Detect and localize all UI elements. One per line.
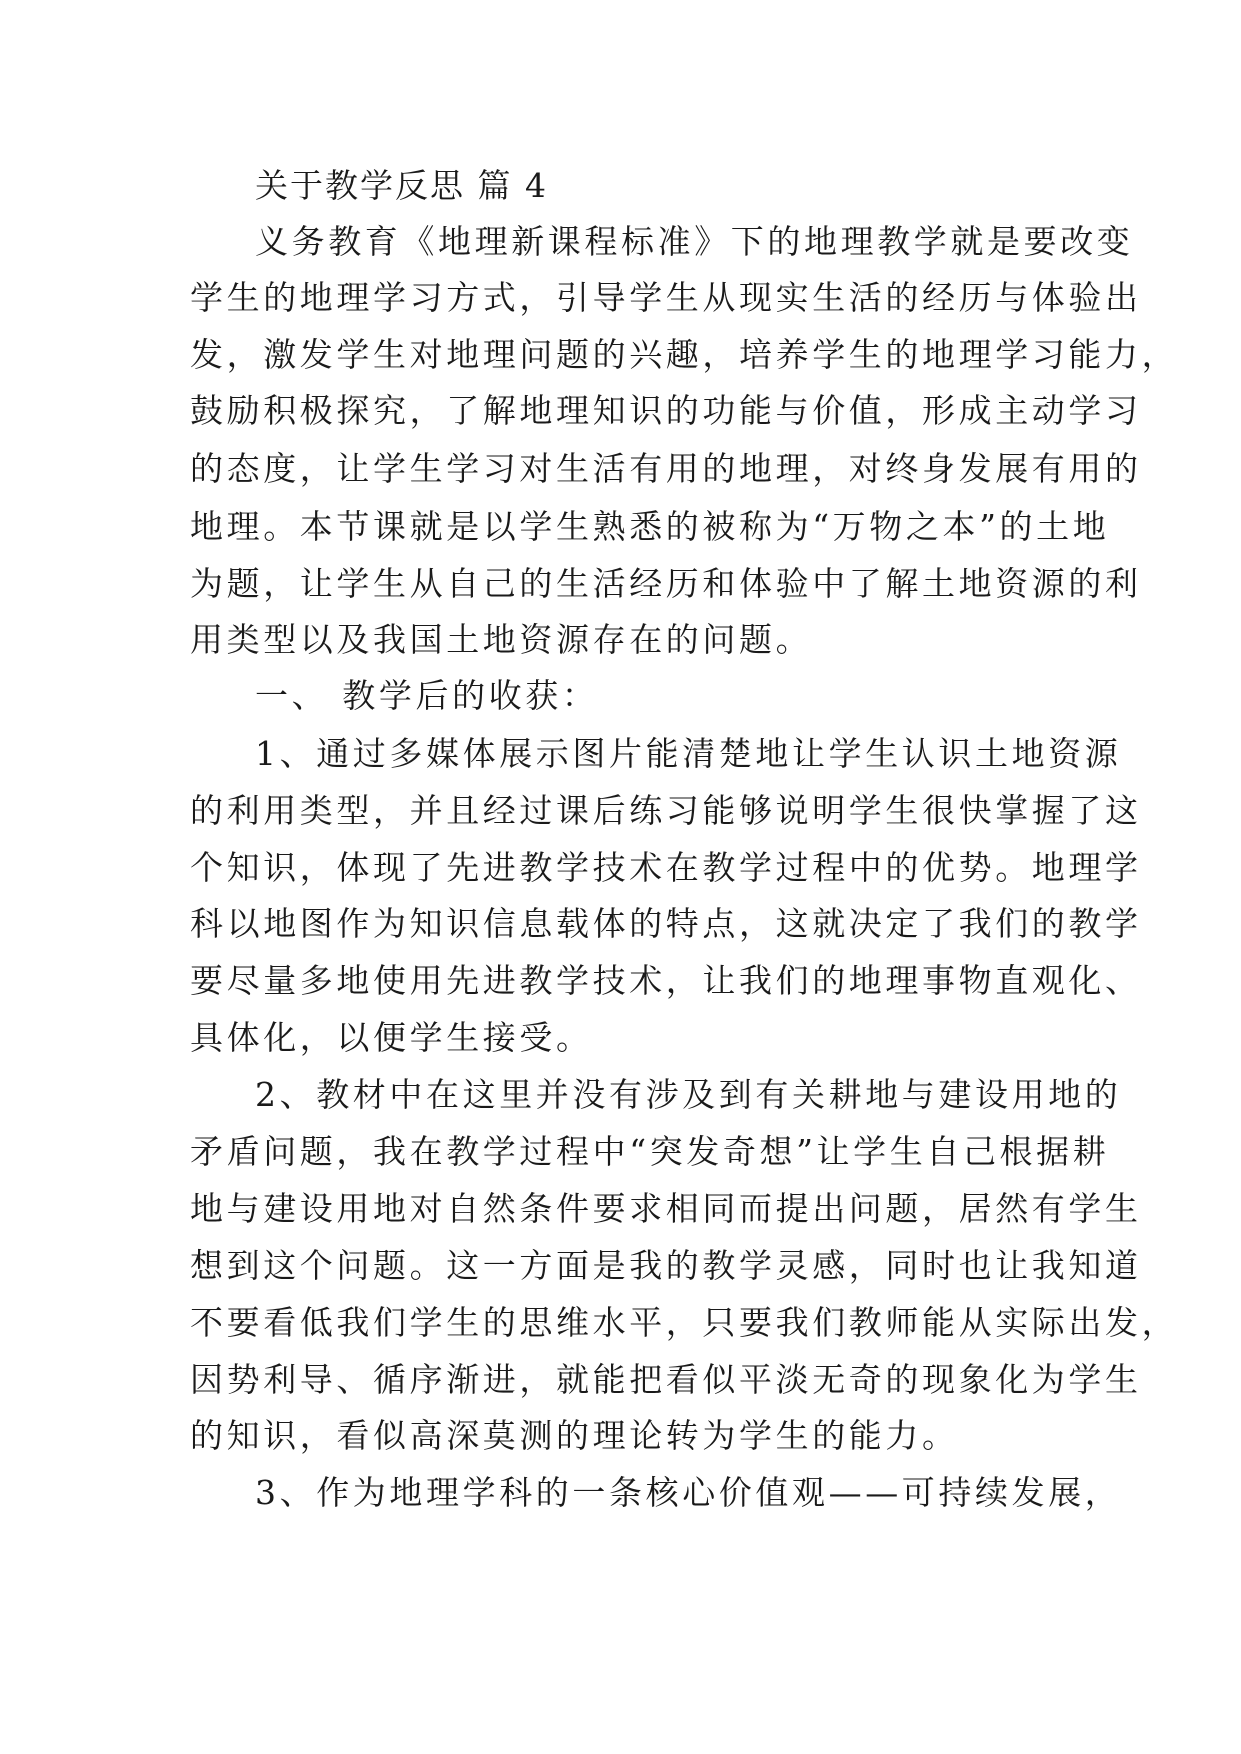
- text-line: 3、作为地理学科的一条核心价值观——可持续发展，: [255, 1473, 1122, 1512]
- text-line: 为题，让学生从自己的生活经历和体验中了解土地资源的利: [190, 564, 1142, 603]
- text-line: 地与建设用地对自然条件要求相同而提出问题，居然有学生: [190, 1189, 1142, 1228]
- text-line: 用类型以及我国土地资源存在的问题。: [190, 620, 813, 659]
- section-heading: 一、 教学后的收获：: [255, 676, 599, 715]
- document-title: 关于教学反思 篇 4: [255, 166, 548, 205]
- text-line: 科以地图作为知识信息载体的特点，这就决定了我们的教学: [190, 904, 1142, 943]
- text-line: 个知识，体现了先进教学技术在教学过程中的优势。地理学: [190, 848, 1142, 887]
- text-line: 义务教育《地理新课程标准》下的地理教学就是要改变: [255, 222, 1134, 261]
- text-line: 不要看低我们学生的思维水平，只要我们教师能从实际出发，: [190, 1303, 1179, 1342]
- text-line: 矛盾问题，我在教学过程中“突发奇想”让学生自己根据耕: [190, 1132, 1110, 1171]
- text-line: 的知识，看似高深莫测的理论转为学生的能力。: [190, 1416, 959, 1455]
- text-line: 鼓励积极探究，了解地理知识的功能与价值，形成主动学习: [190, 391, 1142, 430]
- text-line: 因势利导、循序渐进，就能把看似平淡无奇的现象化为学生: [190, 1360, 1142, 1399]
- text-line: 学生的地理学习方式，引导学生从现实生活的经历与体验出: [190, 278, 1142, 317]
- text-line: 2、教材中在这里并没有涉及到有关耕地与建设用地的: [255, 1075, 1122, 1114]
- text-line: 想到这个问题。这一方面是我的教学灵感，同时也让我知道: [190, 1246, 1142, 1285]
- text-line: 地理。本节课就是以学生熟悉的被称为“万物之本”的土地: [190, 507, 1110, 546]
- text-line: 要尽量多地使用先进教学技术，让我们的地理事物直观化、: [190, 961, 1142, 1000]
- text-line: 具体化，以便学生接受。: [190, 1018, 593, 1057]
- text-line: 的利用类型，并且经过课后练习能够说明学生很快掌握了这: [190, 791, 1142, 830]
- text-line: 1、通过多媒体展示图片能清楚地让学生认识土地资源: [255, 734, 1122, 773]
- text-line: 发，激发学生对地理问题的兴趣，培养学生的地理学习能力，: [190, 335, 1179, 374]
- text-line: 的态度，让学生学习对生活有用的地理，对终身发展有用的: [190, 449, 1142, 488]
